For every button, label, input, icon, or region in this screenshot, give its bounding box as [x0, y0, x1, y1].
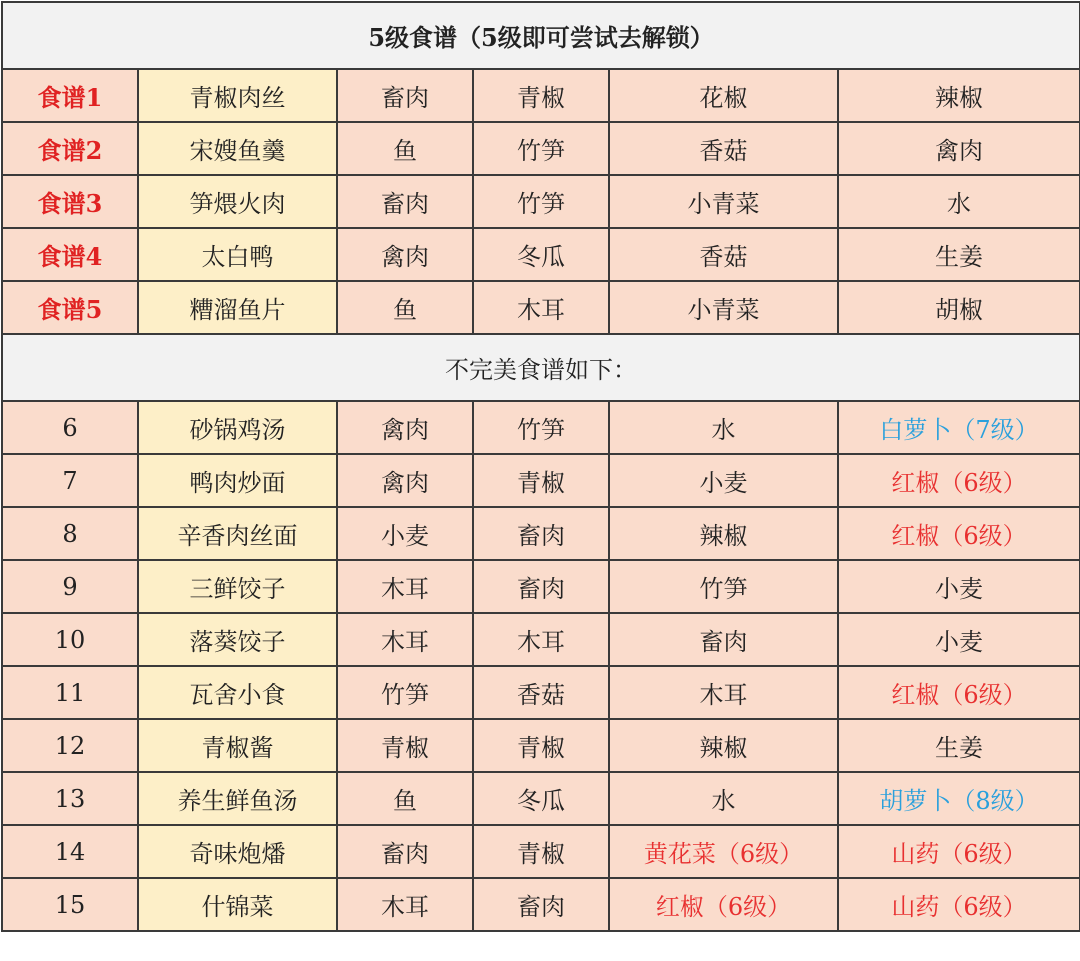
recipe-number: 11: [2, 666, 138, 719]
ingredient-1: 畜肉: [337, 69, 473, 122]
ingredient-2: 青椒: [473, 719, 609, 772]
recipe-name: 宋嫂鱼羹: [138, 122, 337, 175]
recipe-number: 6: [2, 401, 138, 454]
ingredient-2: 畜肉: [473, 878, 609, 931]
recipe-label: 食谱4: [2, 228, 138, 281]
imperfect-row: [2, 454, 1080, 507]
ingredient-3: 水: [609, 401, 838, 454]
ingredient-1: 畜肉: [337, 825, 473, 878]
ingredient-3: 辣椒: [609, 507, 838, 560]
recipe-name: 养生鲜鱼汤: [138, 772, 337, 825]
imperfect-row: [2, 613, 1080, 666]
ingredient-3: 辣椒: [609, 719, 838, 772]
ingredient-1: 禽肉: [337, 401, 473, 454]
recipe-row: [2, 228, 1080, 281]
ingredient-3: 花椒: [609, 69, 838, 122]
ingredient-2: 畜肉: [473, 507, 609, 560]
ingredient-2: 木耳: [473, 613, 609, 666]
ingredient-4: 白萝卜（7级）: [838, 401, 1080, 454]
recipe-number: 8: [2, 507, 138, 560]
section-row: [2, 334, 1080, 401]
recipe-number: 13: [2, 772, 138, 825]
imperfect-row: [2, 666, 1080, 719]
ingredient-3: 小青菜: [609, 281, 838, 334]
ingredient-2: 冬瓜: [473, 772, 609, 825]
ingredient-3: 木耳: [609, 666, 838, 719]
recipe-label: 食谱3: [2, 175, 138, 228]
recipe-row: [2, 122, 1080, 175]
title-row: [2, 2, 1080, 69]
ingredient-4: 山药（6级）: [838, 825, 1080, 878]
recipe-number: 12: [2, 719, 138, 772]
ingredient-2: 青椒: [473, 825, 609, 878]
recipe-name: 糟溜鱼片: [138, 281, 337, 334]
ingredient-2: 青椒: [473, 69, 609, 122]
recipe-name: 砂锅鸡汤: [138, 401, 337, 454]
recipe-row: [2, 281, 1080, 334]
ingredient-1: 木耳: [337, 560, 473, 613]
table-title: 5级食谱（5级即可尝试去解锁）: [2, 2, 1080, 69]
ingredient-1: 青椒: [337, 719, 473, 772]
ingredient-4: 小麦: [838, 560, 1080, 613]
ingredient-1: 竹笋: [337, 666, 473, 719]
ingredient-4: 辣椒: [838, 69, 1080, 122]
ingredient-4: 胡椒: [838, 281, 1080, 334]
ingredient-1: 木耳: [337, 878, 473, 931]
recipe-number: 15: [2, 878, 138, 931]
ingredient-1: 禽肉: [337, 228, 473, 281]
section-title: 不完美食谱如下：: [2, 334, 1080, 401]
ingredient-2: 竹笋: [473, 401, 609, 454]
ingredient-3: 黄花菜（6级）: [609, 825, 838, 878]
recipe-name: 太白鸭: [138, 228, 337, 281]
recipe-name: 青椒酱: [138, 719, 337, 772]
ingredient-4: 生姜: [838, 228, 1080, 281]
ingredient-2: 青椒: [473, 454, 609, 507]
recipe-name: 三鲜饺子: [138, 560, 337, 613]
ingredient-4: 水: [838, 175, 1080, 228]
ingredient-4: 生姜: [838, 719, 1080, 772]
recipe-number: 9: [2, 560, 138, 613]
recipe-label: 食谱2: [2, 122, 138, 175]
ingredient-4: 红椒（6级）: [838, 454, 1080, 507]
ingredient-1: 畜肉: [337, 175, 473, 228]
ingredient-2: 竹笋: [473, 122, 609, 175]
imperfect-row: [2, 401, 1080, 454]
ingredient-3: 畜肉: [609, 613, 838, 666]
recipe-row: [2, 175, 1080, 228]
recipe-label: 食谱5: [2, 281, 138, 334]
ingredient-1: 木耳: [337, 613, 473, 666]
recipe-name: 青椒肉丝: [138, 69, 337, 122]
recipe-row: [2, 69, 1080, 122]
ingredient-4: 胡萝卜（8级）: [838, 772, 1080, 825]
ingredient-4: 红椒（6级）: [838, 507, 1080, 560]
recipe-name: 鸭肉炒面: [138, 454, 337, 507]
ingredient-4: 山药（6级）: [838, 878, 1080, 931]
recipe-number: 7: [2, 454, 138, 507]
ingredient-2: 冬瓜: [473, 228, 609, 281]
ingredient-1: 禽肉: [337, 454, 473, 507]
recipe-name: 瓦舍小食: [138, 666, 337, 719]
ingredient-3: 香菇: [609, 228, 838, 281]
ingredient-1: 鱼: [337, 122, 473, 175]
ingredient-2: 畜肉: [473, 560, 609, 613]
imperfect-row: [2, 719, 1080, 772]
recipe-name: 奇味炮燔: [138, 825, 337, 878]
ingredient-1: 鱼: [337, 772, 473, 825]
recipe-name: 什锦菜: [138, 878, 337, 931]
ingredient-4: 小麦: [838, 613, 1080, 666]
imperfect-row: [2, 560, 1080, 613]
ingredient-1: 鱼: [337, 281, 473, 334]
ingredient-2: 木耳: [473, 281, 609, 334]
ingredient-4: 红椒（6级）: [838, 666, 1080, 719]
ingredient-3: 小青菜: [609, 175, 838, 228]
imperfect-row: [2, 772, 1080, 825]
recipe-number: 14: [2, 825, 138, 878]
recipe-table: [1, 1, 1080, 932]
recipe-name: 辛香肉丝面: [138, 507, 337, 560]
imperfect-row: [2, 878, 1080, 931]
recipe-name: 落葵饺子: [138, 613, 337, 666]
imperfect-row: [2, 507, 1080, 560]
recipe-label: 食谱1: [2, 69, 138, 122]
ingredient-3: 香菇: [609, 122, 838, 175]
ingredient-1: 小麦: [337, 507, 473, 560]
recipe-name: 笋煨火肉: [138, 175, 337, 228]
ingredient-3: 红椒（6级）: [609, 878, 838, 931]
imperfect-row: [2, 825, 1080, 878]
ingredient-4: 禽肉: [838, 122, 1080, 175]
ingredient-3: 小麦: [609, 454, 838, 507]
ingredient-3: 竹笋: [609, 560, 838, 613]
recipe-number: 10: [2, 613, 138, 666]
ingredient-2: 竹笋: [473, 175, 609, 228]
ingredient-3: 水: [609, 772, 838, 825]
ingredient-2: 香菇: [473, 666, 609, 719]
